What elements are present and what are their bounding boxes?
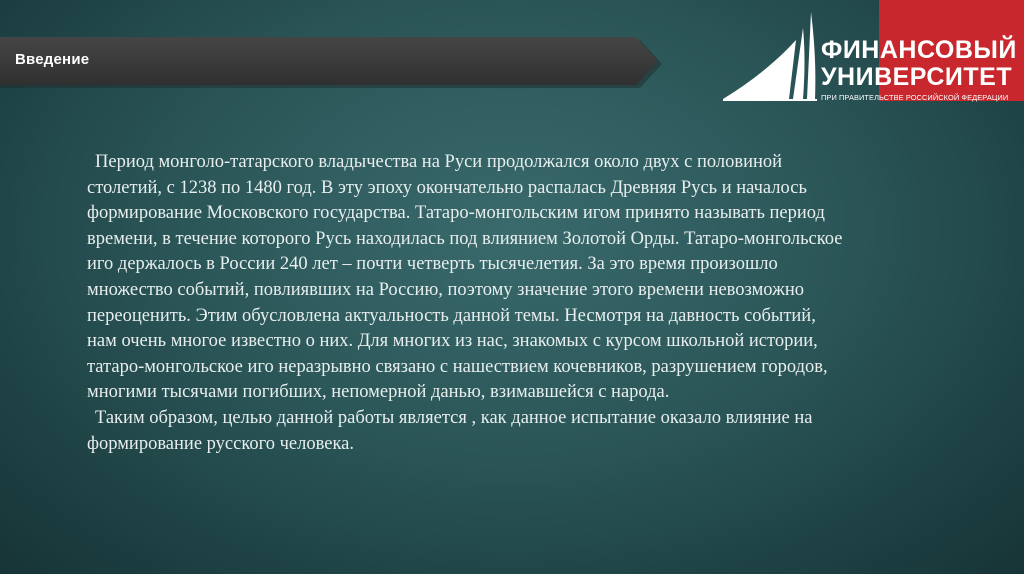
title-banner bbox=[0, 37, 665, 89]
slide-title: Введение bbox=[15, 51, 90, 68]
logo-text-line2: УНИВЕРСИТЕТ bbox=[821, 63, 1013, 91]
body-paragraph-2: Таким образом, целью данной работы является , как данное испытание оказало влияние на формирование русского человека. bbox=[87, 407, 813, 454]
body-paragraph-1: Период монголо-татарского владычества на Руси продолжался около двух с половиной столетий, с 1238 по 1480 год. В эту эпоху окончательно распалась Древняя Русь и началось формирование Московского государства. Татаро-монгольским игом принято называть период времени, в течение которого Русь находилась под влиянием Золотой Орды. Татаро-монгольское иго держалось в России 240 лет – почти четверть тысячелетия. За это время произошло множество событий, повлиявших на Россию, поэтому значение этого времени невозможно переоценить. Этим обусловлена актуальность данной темы. Несмотря на давность событий, нам очень многое известно о них. Для многих из нас, знакомых с курсом школьной истории, татаро-монгольское иго неразрывно связано с нашествием кочевников, разрушением городов, многими тысячами погибших, непомерной данью, взимавшейся с народа. bbox=[87, 152, 843, 403]
slide-body bbox=[87, 150, 847, 457]
university-logo bbox=[721, 10, 1024, 106]
logo-text-line1: ФИНАНСОВЫЙ bbox=[821, 36, 1017, 64]
logo-subtitle: ПРИ ПРАВИТЕЛЬСТВЕ РОССИЙСКОЙ ФЕДЕРАЦИИ bbox=[821, 93, 1009, 102]
logo-year: 1919 bbox=[751, 90, 763, 96]
title-banner-shape bbox=[0, 37, 665, 89]
